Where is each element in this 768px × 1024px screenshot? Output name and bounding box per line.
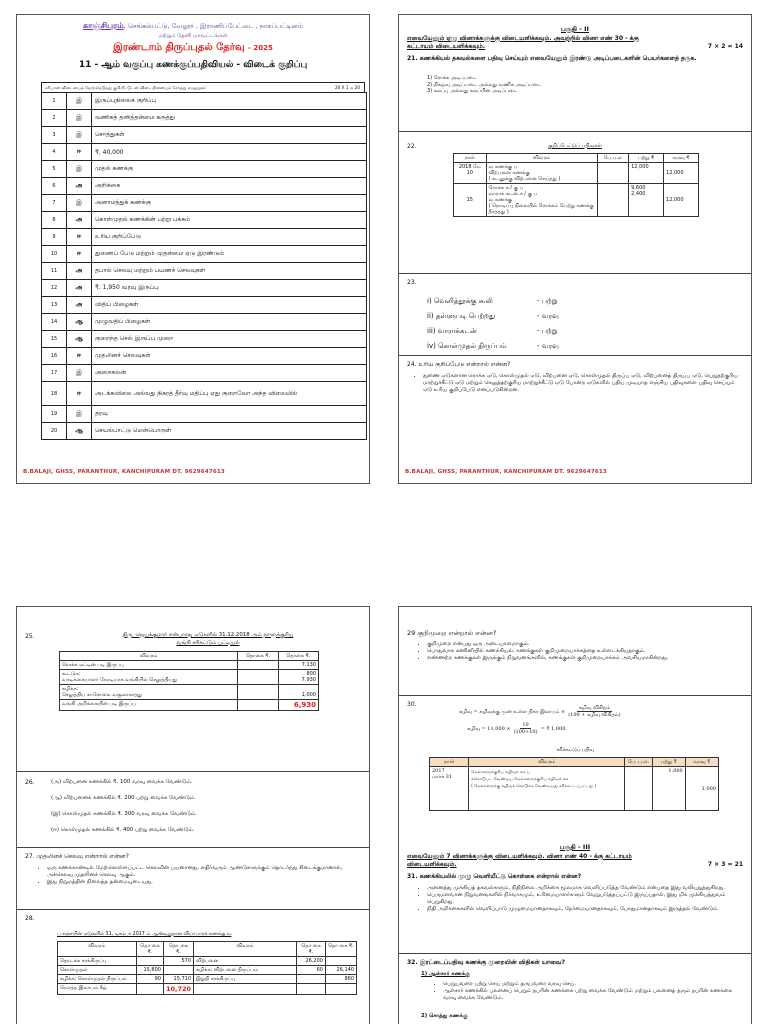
answer-row: [42, 178, 367, 195]
answer-letter: இ: [67, 127, 92, 144]
answer-number: 11: [42, 263, 67, 280]
answer-number: 18: [42, 382, 67, 406]
footer-credit: B.BALAJI, GHSS, PARANTHUR, KANCHIPURAM DT. 9629647613: [405, 469, 607, 475]
answer-row: [42, 331, 367, 348]
trading-account-table: [57, 941, 357, 995]
entry-debit: 12,000: [629, 163, 664, 184]
question-32: 32. இரட்டைப்பதிவு கணக்கு முறையின் விதிகள் யாவை?: [407, 959, 566, 966]
answer-row: [42, 246, 367, 263]
col-credit: வரவு ₹: [664, 154, 699, 163]
answer-number: 5: [42, 161, 67, 178]
col-amount: தொகை ₹.: [278, 652, 318, 661]
table-row: [60, 700, 319, 711]
table-row: [454, 163, 699, 184]
table-row: [60, 661, 319, 670]
answer-key-page-1: [16, 14, 370, 484]
q23-item: [427, 327, 627, 342]
q25-title-line2: வங்கி சரிகட்டும் பட்டியல்: [176, 640, 240, 646]
col-amount: தொ கை ₹.: [296, 942, 325, 957]
debit-amount-a: [136, 984, 163, 995]
answer-text: தபால் செலவு மற்றும் பயணச் செலவுகள்: [92, 263, 367, 280]
answer-row: [42, 406, 367, 423]
credit-particulars: விற்பனை: [194, 957, 297, 966]
instruction-marks: 20 X 1 = 20: [334, 85, 360, 90]
question-21: 21. கணக்கியல் தகவல்களை பதிவு செய்யும் எவையேனும் இரண்டு அடிப்படைகளின் பெயர்களைத் தருக.: [407, 55, 697, 62]
answer-row: [42, 161, 367, 178]
formula2-denominator: (100+10): [513, 729, 538, 735]
question-22: 22.: [407, 143, 417, 150]
answer-row: [42, 314, 367, 331]
debit-particulars: கழிக்க: கொள்முதல் திருப்பம்: [58, 975, 137, 984]
entry-credit: 1,000: [685, 767, 718, 811]
answer-letter: இ: [67, 195, 92, 212]
answer-row: [42, 297, 367, 314]
gross-profit-amount: 10,720: [163, 984, 193, 995]
debit-particulars: மொத்த இலாபம் கீழ்: [58, 984, 137, 995]
divider: [399, 695, 751, 696]
question-31: 31. கணக்கியலில் முழு வெளியீட்டு கொள்கை என்றால் என்ன?: [407, 873, 582, 880]
answer-letter: இ: [67, 406, 92, 423]
answer-letter: அ: [67, 178, 92, 195]
q24-answer-text: • துணை ஏடுகளான ரொக்க ஏடு, கொள்முதல் ஏடு, விற்பனை ஏடு, கொள்முதல் திருப்ப ஏடு, விற்பனைத் திருப்ப ஏடு, பெறுதற்குரிய மாற்றுச்சீட்டு ஏடு மற்றும் செலுத்தற்குரிய மாற்றுச்சீட்டு ஏடு போன்ற ஏடுகளில் பதிய முடியாத எஞ்சிய பதிவுகளை பதிவு செய்யும் ஏடு உரிய குறிப்பேடு எனப்படுகின்றன.: [423, 373, 739, 394]
answer-number: 3: [42, 127, 67, 144]
answer-number: 10: [42, 246, 67, 263]
debit-particulars: தொடக்க சரக்கிருப்பு: [58, 957, 137, 966]
answer-letter: ஈ: [67, 229, 92, 246]
q23-answer-list: [427, 297, 627, 357]
section-heading: [399, 843, 751, 852]
credit-particulars: [194, 984, 297, 995]
q23-item: [427, 297, 627, 312]
instruction-line2: விடையளிக்கவும்.: [407, 861, 457, 868]
answer-text: ₹. 40,000: [92, 144, 367, 161]
answer-number: 13: [42, 297, 67, 314]
formula1-left: கழிவு = கழிவுக்கு முன் உள்ள நிகர இலாபம் ×: [459, 708, 566, 715]
table-row: [58, 957, 357, 966]
question-27: 27. முதலினச் செலவு என்றால் என்ன?: [25, 853, 129, 860]
col-particulars: விவரம்: [58, 942, 137, 957]
exam-year: - 2025: [248, 44, 273, 52]
q23-item: [427, 312, 627, 327]
col-particulars: விவரம்: [469, 758, 625, 767]
answer-text: தரவு: [92, 406, 367, 423]
debit-amount-a: 90: [136, 975, 163, 984]
answer-text: உரிய குறிப்பேடு: [92, 229, 367, 246]
divider: [399, 355, 751, 356]
answer-text: செயல்பாட்டு மென்பொருள்: [92, 423, 367, 440]
q23-account: i) வெளித்தூக்கு கூலி: [427, 297, 493, 305]
answer-number: 12: [42, 280, 67, 297]
answer-row: [42, 229, 367, 246]
answer-row: [42, 382, 367, 406]
debit-amount-a: [136, 957, 163, 966]
formula1-denominator: (100 + கழிவு விகிதம்): [568, 712, 621, 718]
answer-number: 19: [42, 406, 67, 423]
q26-item: (அ) விற்பனை கணக்கில் ₹. 100 வரவு வைக்க வேண்டும்.: [51, 779, 193, 785]
question-30: 30.: [407, 701, 417, 708]
debit-particulars: கொள்முதல்: [58, 966, 137, 975]
q25-title: [57, 631, 359, 647]
entry-debit: 1,000: [652, 767, 685, 811]
entry-lf: [597, 163, 629, 184]
answer-key-page-2: [398, 14, 752, 484]
entry-date: 15: [454, 184, 487, 217]
table-row: [58, 984, 357, 995]
answer-text: கொள்முதல் கணக்கின் பற்று பக்கம்: [92, 212, 367, 229]
district-header: [17, 21, 369, 31]
row-amount-b: 7,130: [278, 661, 318, 670]
q23-side: - பற்று: [537, 297, 558, 305]
section-heading: [399, 25, 751, 34]
col-amount: தொ கை ₹.: [163, 942, 193, 957]
entry-credit: 12,000: [664, 184, 699, 217]
q23-account: iii) வாராக்கடன்: [427, 327, 477, 335]
q27-item: • இது நிறுமத்தின் நிலைத்த தன்மையுடையது.: [47, 879, 359, 886]
credit-amount-b: [325, 957, 356, 966]
answer-letter: இ: [67, 93, 92, 110]
credit-amount-b: [325, 984, 356, 995]
section-instruction: [407, 853, 743, 869]
subject-title: 11 - ஆம் வகுப்பு கணக்குப்பதிவியல் - விடைக் குறிப்பு: [78, 60, 308, 70]
q26-item: (இ) கொள்முதல் கணக்கில் ₹. 300 வரவு வைக்க வேண்டும்.: [51, 811, 197, 817]
instruction-line2: கட்டாயம் விடையளிக்கவும்.: [407, 43, 486, 50]
q31-item: • பெருமளவான நிறுவனங்களில் நிர்வாகமும், உரிமையாளர்களும் வேறுபடுத்தப்பட்டு இருப்பதால், இது மிக முக்கியத்துவம் பெறுகிறது.: [427, 892, 741, 906]
q32-sub1-item: • ஆள்சார் கணக்கில் பலனைப் பெறும் நபரின் கணக்கை பற்று வைக்க வேண்டும் மற்றும் பலனைத் தரும் நபரின் கணக்கை வரவு வைக்க வேண்டும்.: [443, 988, 741, 1002]
q32-sub1-item: • பெறுபவரை பற்று செய் மற்றும் தருபவரை வரவு செய்.: [443, 981, 741, 988]
col-lf: பே. ப.எ.: [625, 758, 652, 767]
debit-amount-b: [163, 966, 193, 975]
question-26: 26.: [25, 779, 35, 786]
credit-amount-a: [296, 975, 325, 984]
answer-text: ₹. 1,950 வரவு இருப்பு: [92, 280, 367, 297]
credit-amount-b: 26,140: [325, 966, 356, 975]
col-particulars: விவரம்: [60, 652, 238, 661]
answer-letter: இ: [67, 365, 92, 382]
answer-row: [42, 365, 367, 382]
answer-key-page-4: [398, 606, 752, 1024]
row-particulars: கூட்டுக: வாடிக்கையாளர் நேரடியாக வங்கியில் செலுத்தியது: [60, 670, 238, 685]
q25-title-line1: திரு. ஜெயக்குமார் என்பாரது ஏடுகளில் 31.12.2018 அம் நாளுக்குரிய: [122, 632, 294, 638]
answer-number: 14: [42, 314, 67, 331]
answer-letter: அ: [67, 263, 92, 280]
answer-key-page-3: [16, 606, 370, 1024]
footer-credit: B.BALAJI, GHSS, PARANTHUR, KANCHIPURAM DT. 9629647613: [23, 469, 225, 475]
divider: [399, 273, 751, 274]
district-list: , செங்கல்பட்டு, வேலூர் , இராணிப்பேட்டை , நாகப்பட்டினம்: [123, 22, 304, 30]
q32-sub1: [421, 971, 470, 978]
answer-text: அனாமத்துக் கணக்கு: [92, 195, 367, 212]
question-23: 23.: [407, 279, 417, 286]
formula-line-2: [467, 722, 621, 735]
entry-credit: 12,000: [664, 163, 699, 184]
debit-amount-a: 15,800: [136, 966, 163, 975]
section-marks: 7 × 2 = 14: [707, 43, 743, 50]
col-date: நாள்: [454, 154, 487, 163]
credit-amount-a: 26,200: [296, 957, 325, 966]
q22-title: குறிப்பேட்டுப் பதிவுகள்: [548, 143, 602, 149]
col-credit: வரவு ₹: [685, 758, 718, 767]
answer-letter: ஆ: [67, 331, 92, 348]
row-amount-a: [238, 700, 278, 711]
row-amount-a: [238, 670, 278, 685]
answer-text: அறிக்கை: [92, 178, 367, 195]
answer-number: 8: [42, 212, 67, 229]
entry-debit: 9,600 2,400: [629, 184, 664, 217]
divider: [17, 771, 369, 772]
q28-title: ப சஞ்சயின் ஏடுகளில் 31, டிசம்பர் 2017 ம் ஆண்டிறுதான வியாபாரக் கணக்கு வ: [57, 932, 232, 937]
q32-sub1-title: 1) ஆள்சார் கணக்கு: [421, 971, 470, 977]
answer-row: [42, 263, 367, 280]
answer-row: [42, 110, 367, 127]
answer-row: [42, 348, 367, 365]
debit-amount-b: 570: [163, 957, 193, 966]
answer-text: இருப்புநிலைக் குறிப்பு: [92, 93, 367, 110]
row-amount-a: [238, 661, 278, 670]
divider: [399, 131, 751, 132]
answer-letter: அ: [67, 297, 92, 314]
answer-row: [42, 127, 367, 144]
divider: [399, 953, 751, 954]
answer-letter: இ: [67, 110, 92, 127]
credit-amount-b: 860: [325, 975, 356, 984]
q26-item: (ஈ) கொள்முதல் கணக்கில் ₹. 400 பற்று வைக்க வேண்டும்.: [51, 827, 195, 833]
exam-title: [17, 42, 369, 54]
q23-side: - பற்று: [537, 327, 558, 335]
instruction-line1: எவையேனும் ஏழு வினாக்களுக்கு விடையளிக்கவும். அவற்றில் வினா எண் 30 - க்கு: [407, 35, 639, 42]
exam-title-text: இரண்டாம் திருப்புதல் தேர்வு: [113, 42, 245, 53]
q26-item: (ஆ) விற்பனைக் கணக்கில் ₹. 200 பற்று வைக்க வேண்டும்.: [51, 795, 196, 801]
col-debit: பற்று ₹: [629, 154, 664, 163]
answer-number: 4: [42, 144, 67, 161]
table-row: [58, 966, 357, 975]
row-particulars: ரொக்க ஏட்டின் படி இருப்பு: [60, 661, 238, 670]
answer-number: 17: [42, 365, 67, 382]
answer-number: 9: [42, 229, 67, 246]
q32-sub1-list: [429, 981, 741, 1002]
entry-particulars: மேலாளருக்குரிய கழிவுக் கக ப க்கொடுபட வேண்டிய மேலாளருக்குரிய கழிவுக் கக ( மேலாளருக்கு கழிவுக் கொடுக்க வேண்டியது சரிக்கட்டப்பட்டது ): [469, 767, 625, 811]
answer-letter: ஈ: [67, 246, 92, 263]
answer-row: [42, 195, 367, 212]
answer-row: [42, 144, 367, 161]
q29-item: • குறிமுறை என்பது ஒரு அடையாளமாகும்.: [427, 641, 741, 648]
divider: [17, 909, 369, 910]
answer-number: 7: [42, 195, 67, 212]
answer-letter: ஈ: [67, 348, 92, 365]
divider: [17, 847, 369, 848]
row-amount-b: 800 7,930: [278, 670, 318, 685]
col-amount: தொகை ₹.: [238, 652, 278, 661]
answer-number: 15: [42, 331, 67, 348]
answer-text: வணிகத் தனித்தன்மை கருத்து: [92, 110, 367, 127]
table-row: [454, 184, 699, 217]
instruction-text: சரியான விடையைத் தேர்ந்தெடுத்து குறியீட்டுடன் விடையினையும் சேர்த்து எழுதுதல்:: [45, 85, 207, 90]
row-amount-b: 1,000: [278, 685, 318, 700]
answer-number: 1: [42, 93, 67, 110]
question-24: 24. உரிய குறிப்பேடு என்றால் என்ன?: [407, 361, 511, 368]
question-28: 28.: [25, 915, 35, 922]
q31-item: • நிதி அறிக்கைகளில் வெளிப்பாடு முழுமையானதாகவும், நேர்மையானதாகவும், போதுமானதாகவும் இருத்தல் வேண்டும்.: [427, 906, 741, 913]
col-amount: தொ கை ₹.: [325, 942, 356, 957]
question-29: 29 குறிமுறை என்றால் என்ன?: [407, 629, 497, 637]
adjustment-title: சரிக்கட்டுப் பதிவு: [556, 748, 594, 753]
entry-date: 2018 மே 10: [454, 163, 487, 184]
q26-answer-list: [51, 779, 197, 843]
credit-particulars: இறுதி சரக்கிருப்பு: [194, 975, 297, 984]
row-particulars: வங்கி அறிக்கையின் படி இருப்பு: [60, 700, 238, 711]
formula1-numerator: கழிவு விகிதம்: [578, 705, 611, 711]
formula-line-1: [459, 705, 621, 718]
table-row: [60, 670, 319, 685]
debit-amount-b: 15,710: [163, 975, 193, 984]
credit-amount-a: [296, 984, 325, 995]
q29-item: • பொதுவாக கணினியில் கணக்கியல், கணக்குகள் குறிமுறையாக்கத்தை உள்ளடக்கியதாகும்.: [427, 648, 741, 655]
credit-amount-a: 60: [296, 966, 325, 975]
q23-account: iv) கொள்முதல் திருப்பம்: [427, 342, 507, 350]
answer-letter: ஆ: [67, 314, 92, 331]
table-row: [430, 767, 719, 811]
answer-text: முழுவதிப் பிழைகள்: [92, 314, 367, 331]
answer-number: 6: [42, 178, 67, 195]
row-particulars: கழிக்க: செலுத்திய காசோலை வசூலாகாதது: [60, 685, 238, 700]
q21-item: 3) கலப்பு அல்லது கலப்பின அடிப்படை: [427, 88, 518, 94]
answer-letter: ஆ: [67, 423, 92, 440]
section-marks: 7 × 3 = 21: [707, 861, 743, 868]
q29-answer-list: [413, 641, 741, 662]
answer-row: [42, 280, 367, 297]
formula2-left: கழிவு = 11,000 ×: [467, 725, 511, 732]
col-lf: பே.ப.எ: [597, 154, 629, 163]
answer-row: [42, 212, 367, 229]
q21-item: 2) நிகழ்வு அடிப்படை அல்லது வணிக அடிப்படை: [427, 81, 542, 88]
answer-text: விதிப் பிழைகள்: [92, 297, 367, 314]
formula1-fraction: [568, 705, 620, 718]
q27-answer-list: [33, 865, 359, 886]
q27-item: • ஒரு கணக்காண்டில் மேற்கொள்ளப்பட்ட செலவின் பயனானது, எதிர்வரும் ஆண்டுகளுக்கும் தொடர்ந்து கிடைக்குமானால், அச்செலவு முதலினச் செலவு ஆகும்.: [47, 865, 359, 879]
q31-answer-list: [413, 885, 741, 913]
q21-item: 1) ரொக்க அடிப்படை: [427, 75, 477, 81]
answer-letter: அ: [67, 280, 92, 297]
entry-lf: [625, 767, 652, 811]
answer-key-table: [41, 92, 367, 440]
col-debit: பற்று ₹: [652, 758, 685, 767]
col-amount: தொ கை ₹.: [136, 942, 163, 957]
row-amount-b: 6,930: [278, 700, 318, 711]
q22-journal-table: [453, 153, 699, 217]
entry-particulars: வ கணக்கு ப விற்பனை கணக்கு ( கடனுக்கு விற்பனை செய்தது ): [486, 163, 597, 184]
answer-number: 2: [42, 110, 67, 127]
formula2-result: = ₹ 1,000.: [540, 725, 568, 732]
answer-number: 20: [42, 423, 67, 440]
answer-text: குறைந்த செல் இருப்பு முறை: [92, 331, 367, 348]
col-particulars: விவரம்: [194, 942, 297, 957]
commission-formula: [459, 705, 621, 735]
bank-reconciliation-table: [59, 651, 319, 711]
q21-answer-list: [427, 75, 541, 95]
formula2-fraction: [514, 722, 538, 735]
question-25: 25.: [25, 633, 35, 640]
entry-particulars: ரொக்க க / கு ப வாராக் கடன் க / கு ப வ கணக்கு ( நொடிப்பு நிலையில் ரொக்கம் பெற்று கணக்கு தீர்த்தது ): [486, 184, 597, 217]
col-date: நாள்: [430, 758, 469, 767]
entry-lf: [597, 184, 629, 217]
q23-side: - வரவு: [537, 312, 559, 320]
answer-letter: ஈ: [67, 144, 92, 161]
table-row: [60, 685, 319, 700]
adjustment-entry-table: [429, 757, 719, 811]
answer-text: முதல் கணக்கு: [92, 161, 367, 178]
section-title: பகுதி - II: [561, 25, 589, 33]
row-amount-a: [238, 685, 278, 700]
answer-letter: ஈ: [67, 382, 92, 406]
answer-row: [42, 93, 367, 110]
table-row: [58, 975, 357, 984]
section-title: பகுதி - III: [559, 843, 591, 851]
q29-item: • எண்ணற்ற கணக்குகள் இருக்கும் நிறுவனங்களில், கணக்குகள் குறிமுறையாக்கம் அவசியமாகின்றது.: [427, 655, 741, 662]
answer-text: அடக்கவிலை அல்லது நிகரத் தீர்வு மதிப்பு ஏது குறைவோ அந்த விலையில்: [92, 382, 367, 406]
answer-text: அறைகலன்: [92, 365, 367, 382]
q23-side: - வரவு: [537, 342, 559, 350]
answer-text: சொத்துகள்: [92, 127, 367, 144]
answer-letter: அ: [67, 212, 92, 229]
q23-account: ii) தள்ளுபடி பெற்றது: [427, 312, 496, 320]
entry-date: 2017 மார்ச் 31: [430, 767, 469, 811]
instruction-line1: எவையேனும் 7 வினாக்களுக்கு விடையளிக்கவும். வினா எண் 40 - க்கு கட்டாயம்: [407, 853, 632, 860]
section-instruction: [407, 35, 743, 51]
col-particulars: விவரம்: [486, 154, 597, 163]
answer-text: துணைப் பேடு மற்றும் முதன்மை ஏடு இரண்டும்: [92, 246, 367, 263]
q31-item: • அனைத்து முக்கியத் தகவல்களும், நிதிநிலை அறிக்கை மூலமாக வெளிப்படுத்த வேண்டும் என்பதை இது வலியுறுத்துகிறது.: [427, 885, 741, 892]
district-header-line2: மற்றும் தேனி மாவட்டங்கள்: [158, 33, 228, 39]
answer-row: [42, 423, 367, 440]
credit-particulars: கழிக்க: விற்பனை திருப்பம்: [194, 966, 297, 975]
answer-number: 16: [42, 348, 67, 365]
answer-letter: இ: [67, 161, 92, 178]
q32-sub2: 2) சொத்து கணக்கு: [421, 1013, 468, 1019]
answer-text: முதலினச் செலவுகள்: [92, 348, 367, 365]
district-name-kanchipuram: காஞ்சிபுரம்: [82, 21, 124, 30]
q24-answer: [409, 373, 739, 394]
formula2-numerator: 10: [522, 722, 529, 728]
